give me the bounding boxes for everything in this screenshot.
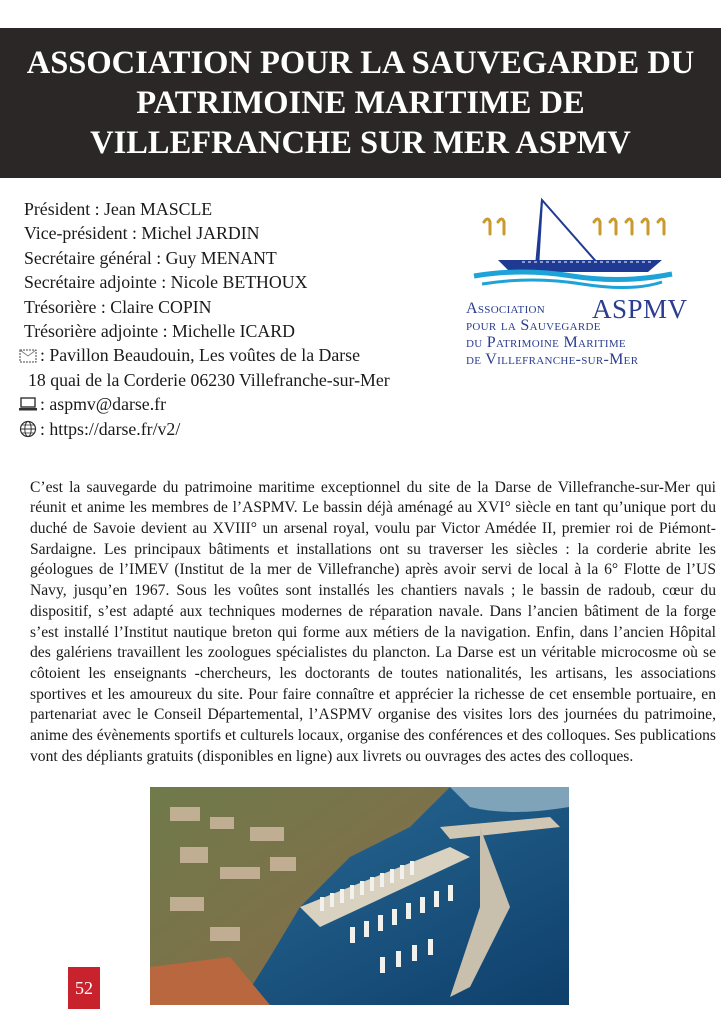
email-text[interactable]: : aspmv@darse.fr bbox=[40, 394, 166, 415]
laptop-icon bbox=[18, 395, 38, 413]
address-line bbox=[24, 343, 464, 367]
harbor-photo-image bbox=[150, 787, 569, 1005]
logo-line3: du Patrimoine Maritime bbox=[466, 334, 626, 351]
website-text[interactable]: : https://darse.fr/v2/ bbox=[40, 418, 181, 439]
logo-line2: pour la Sauvegarde bbox=[466, 317, 601, 334]
page-title: ASSOCIATION POUR LA SAUVEGARDE DU PATRIMOINE MARITIME DE VILLEFRANCHE SUR MER ASPMV bbox=[26, 45, 695, 161]
treasurer-line: Trésorière : Claire COPIN bbox=[24, 296, 212, 317]
logo-text bbox=[466, 294, 702, 368]
website-line bbox=[24, 417, 464, 441]
body-paragraph: C’est la sauvegarde du patrimoine maritime exceptionnel du site de la Darse de Villefranche-sur-Mer qui réunit et anime les membres de l’ASPMV. Le bassin déjà aménagé au XVI° siècle en tant qu’unique port du duché de Savoie devient au XVIII° un arsenal royal, voulu par Victor Amédée II, premier roi de Piémont-Sardaigne. Les principaux bâtiments et installations ont su traverser les siècles : la corderie abrite les géologues de l’IMEV (Institut de la mer de Villefranche) après avoir servi de local à la 6° Flotte de l’US Navy, jusqu’en 1967. Sous les voûtes sont installés les chantiers navals ; le bassin de radoub, cœur du dispositif, s’est adapté aux techniques modernes de réparation navale. Dans l’ancien bâtiment de la forge s’est installé l’Institut nautique breton qui forme aux métiers de la navigation. Enfin, dans l’ancien Hôpital des galériens travaillent les zoologues spécialistes du plancton. La Darse est un véritable microcosme où se côtoient les enseignants -chercheurs, les doctorants de toutes nationalités, les artisans, les associations sportives et les amoureux du site. Pour faire connaître et apprécier la richesse de cet ensemble portuaire, en partenariat avec le Conseil Départemental, l’ASPMV organise des visites lors des journées du patrimoine, anime des évènements sportifs et culturels locaux, organise des conférences et des colloques. Ses publications vont des dépliants gratuits (disponibles en ligne) aux livrets ou ouvrages des actes des colloques. bbox=[30, 478, 716, 765]
address-line1: : Pavillon Beaudouin, Les voûtes de la Darse bbox=[40, 345, 360, 366]
globe-icon bbox=[18, 420, 38, 438]
sailboat-logo-graphic bbox=[462, 196, 702, 296]
contact-block bbox=[24, 197, 464, 441]
harbor-aerial-photo bbox=[150, 787, 569, 1005]
secretary-general-line: Secrétaire général : Guy MENANT bbox=[24, 247, 277, 268]
vice-president-line: Vice-président : Michel JARDIN bbox=[24, 223, 260, 244]
president-line: Président : Jean MASCLE bbox=[24, 199, 213, 219]
address-line2: 18 quai de la Corderie 06230 Villefranche-sur-Mer bbox=[28, 369, 390, 390]
logo-acronym: ASPMV bbox=[592, 294, 688, 324]
page-number-badge: 52 bbox=[68, 967, 100, 1009]
assistant-secretary-line: Secrétaire adjointe : Nicole BETHOUX bbox=[24, 272, 308, 293]
aspmv-logo bbox=[462, 196, 702, 386]
title-band bbox=[0, 28, 721, 178]
logo-line4: de Villefranche-sur-Mer bbox=[466, 351, 639, 368]
assistant-treasurer-line: Trésorière adjointe : Michelle ICARD bbox=[24, 321, 295, 342]
envelope-icon bbox=[18, 347, 38, 365]
email-line bbox=[24, 392, 464, 416]
logo-line1: Association bbox=[466, 300, 546, 317]
